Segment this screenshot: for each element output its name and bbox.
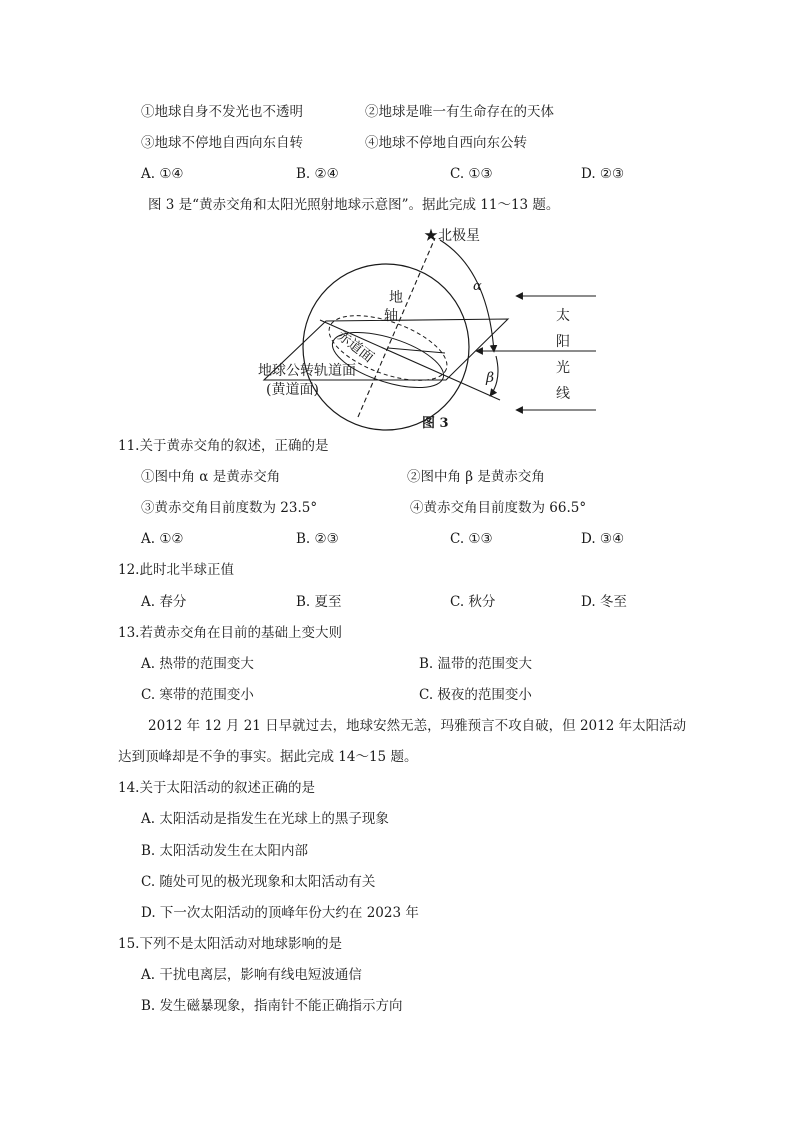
vertical-line [388,348,445,353]
q13-stem: 13.若黄赤交角在目前的基础上变大则 [118,625,342,641]
q11-choice-d: D. ③④ [581,531,625,547]
q10-choice-a: A. ①④ [141,166,184,182]
solar-intro-line-1: 2012 年 12 月 21 日早就过去，地球安然无恙，玛雅预言不攻自破，但 2012 年太阳活动 [148,718,687,734]
q12-stem: 12.此时北半球正值 [118,562,234,578]
q13-choice-a: A. 热带的范围变大 [141,656,254,672]
q10-option-1: ①地球自身不发光也不透明 [141,104,303,120]
q11-stem: 11.关于黄赤交角的叙述，正确的是 [118,438,329,454]
alpha-label: α [473,279,482,294]
q11-option-1: ①图中角 α 是黄赤交角 [141,469,281,485]
q12-choice-b: B. 夏至 [296,594,342,610]
q10-option-2: ②地球是唯一有生命存在的天体 [365,104,554,120]
figure-intro: 图 3 是“黄赤交角和太阳光照射地球示意图”。据此完成 11～13 题。 [148,197,560,213]
axis-label-1: 地 [389,290,403,306]
q13-choice-b: B. 温带的范围变大 [419,656,533,672]
q11-option-3: ③黄赤交角目前度数为 23.5° [141,500,318,516]
q11-option-4: ④黄赤交角目前度数为 66.5° [410,500,587,516]
alpha-arc [440,240,494,352]
sunlight-label-1: 太 [556,308,570,324]
sunlight-label-2: 阳 [556,334,570,350]
q12-choice-a: A. 春分 [141,594,187,610]
q15-stem: 15.下列不是太阳活动对地球影响的是 [118,936,342,952]
q10-option-4: ④地球不停地自西向东公转 [365,135,527,151]
q10-choice-d: D. ②③ [581,166,625,182]
q15-choice-a: A. 干扰电离层，影响有线电短波通信 [141,967,362,983]
equator-label: 赤道面 [333,327,377,367]
q11-choice-b: B. ②③ [296,531,339,547]
q10-choice-c: C. ①③ [450,166,493,182]
q10-choice-b: B. ②④ [296,166,339,182]
solar-intro-line-2: 达到顶峰却是不争的事实。据此完成 14～15 题。 [118,749,418,765]
q14-choice-a: A. 太阳活动是指发生在光球上的黑子现象 [141,811,389,827]
q13-choice-d: C. 极夜的范围变小 [419,687,532,703]
polaris-label: ★北极星 [424,228,480,244]
q10-option-3: ③地球不停地自西向东自转 [141,135,303,151]
q11-option-2: ②图中角 β 是黄赤交角 [407,469,545,485]
q14-choice-d: D. 下一次太阳活动的顶峰年份大约在 2023 年 [141,905,419,921]
q14-choice-c: C. 随处可见的极光现象和太阳活动有关 [141,874,376,890]
ecliptic-label: (黄道面) [266,382,319,398]
q12-choice-d: D. 冬至 [581,594,627,610]
q11-choice-c: C. ①③ [450,531,493,547]
q12-choice-c: C. 秋分 [450,594,496,610]
q13-choice-c: C. 寒带的范围变小 [141,687,254,703]
beta-label: β [486,370,495,386]
sunlight-label-3: 光 [556,360,570,376]
axis-label-2: 轴 [384,308,398,324]
q14-stem: 14.关于太阳活动的叙述正确的是 [118,780,315,796]
figure-3-diagram [250,220,610,435]
globe-outline [303,264,469,430]
q14-choice-b: B. 太阳活动发生在太阳内部 [141,843,309,859]
orbit-label: 地球公转轨道面 [258,363,356,379]
sunlight-label-4: 线 [556,386,570,402]
q15-choice-b: B. 发生磁暴现象，指南针不能正确指示方向 [141,998,403,1014]
q11-choice-a: A. ①② [141,531,184,547]
figure-caption: 图 3 [422,416,449,431]
